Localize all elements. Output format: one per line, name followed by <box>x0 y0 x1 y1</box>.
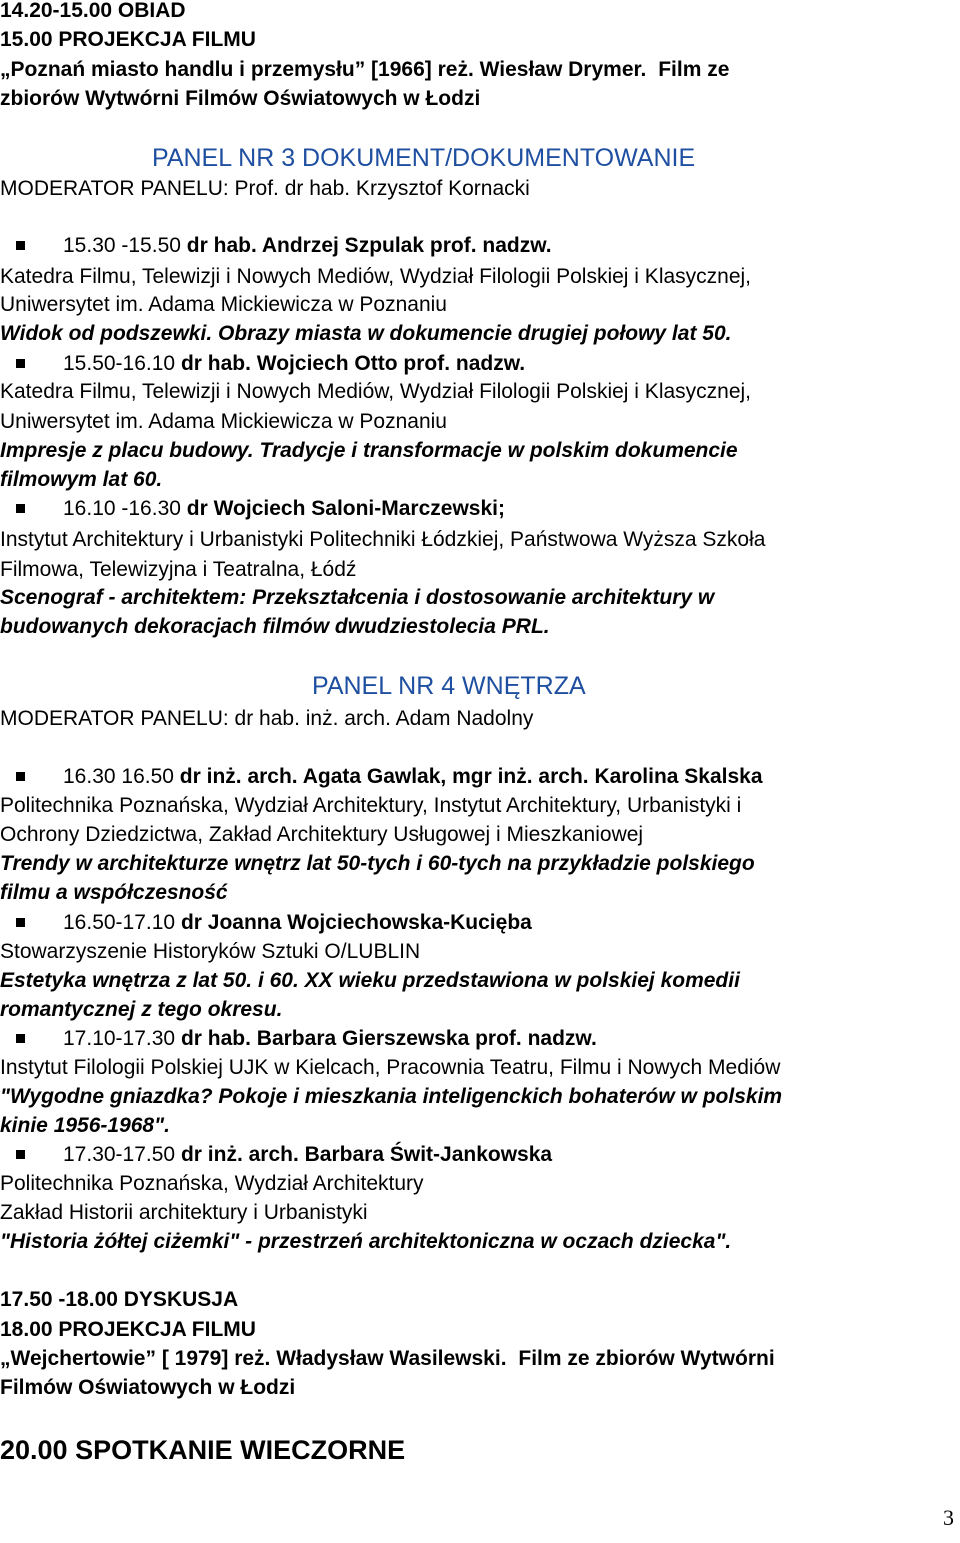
talk-title: "Historia żółtej ciżemki" - przestrzeń architektoniczna w oczach dziecka". <box>0 1230 732 1253</box>
panel4-title: PANEL NR 4 WNĘTRZA <box>312 672 586 700</box>
talk-time: 16.10 -16.30 <box>63 497 181 520</box>
panel3-title: PANEL NR 3 DOKUMENT/DOKUMENTOWANIE <box>152 144 696 172</box>
panel4-talk1-header <box>16 762 763 791</box>
talk-title: Estetyka wnętrza z lat 50. i 60. XX wieku przedstawiona w polskiej komedii <box>0 969 740 992</box>
bullet-icon <box>16 504 25 513</box>
film2-heading: 18.00 PROJEKCJA FILMU <box>0 1318 256 1341</box>
panel4-moderator: MODERATOR PANELU: dr hab. inż. arch. Adam Nadolny <box>0 707 534 730</box>
talk-affiliation: Stowarzyszenie Historyków Sztuki O/LUBLIN <box>0 940 421 963</box>
talk-title: Trendy w architekturze wnętrz lat 50-tych i 60-tych na przykładzie polskiego <box>0 852 755 875</box>
talk-affiliation: Instytut Filologii Polskiej UJK w Kielcach, Pracownia Teatru, Filmu i Nowych Mediów <box>0 1056 781 1079</box>
bullet-icon <box>16 359 25 368</box>
talk-affiliation: Ochrony Dziedzictwa, Zakład Architektury Usługowej i Mieszkaniowej <box>0 823 644 846</box>
film1-heading: 15.00 PROJEKCJA FILMU <box>0 28 256 51</box>
talk-time: 16.50-17.10 <box>63 911 176 934</box>
bullet-icon <box>16 918 25 927</box>
film2-note-a: Film ze zbiorów Wytwórni <box>518 1347 775 1370</box>
page-number: 3 <box>943 1505 954 1530</box>
talk-affiliation: Zakład Historii architektury i Urbanistyki <box>0 1201 368 1224</box>
talk-affiliation: Politechnika Poznańska, Wydział Architektury <box>0 1172 424 1195</box>
talk-title: Widok od podszewki. Obrazy miasta w dokumencie drugiej połowy lat 50. <box>0 322 732 345</box>
talk-time: 17.30-17.50 <box>63 1143 176 1166</box>
talk-affiliation: Uniwersytet im. Adama Mickiewicza w Poznaniu <box>0 410 447 433</box>
lunch-line: 14.20-15.00 OBIAD <box>0 0 186 22</box>
talk-speaker: dr hab. Barbara Gierszewska prof. nadzw. <box>180 1027 597 1050</box>
talk-title: "Wygodne gniazdka? Pokoje i mieszkania inteligenckich bohaterów w polskim <box>0 1085 783 1108</box>
talk-time: 15.30 -15.50 <box>63 234 181 257</box>
talk-time: 17.10-17.30 <box>63 1027 176 1050</box>
film1-note-b: zbiorów Wytwórni Filmów Oświatowych w Łodzi <box>0 87 481 110</box>
talk-affiliation: Katedra Filmu, Telewizji i Nowych Mediów, Wydział Filologii Polskiej i Klasycznej, <box>0 380 752 403</box>
talk-title: filmu a współczesność <box>0 881 228 904</box>
talk-title: filmowym lat 60. <box>0 468 163 491</box>
talk-speaker: dr hab. Wojciech Otto prof. nadzw. <box>180 352 526 375</box>
talk-speaker: dr inż. arch. Barbara Świt-Jankowska <box>180 1143 553 1166</box>
talk-title: Scenograf - architektem: Przekształcenia i dostosowanie architektury w <box>0 586 715 609</box>
film2-note-b: Filmów Oświatowych w Łodzi <box>0 1376 296 1399</box>
talk-title: romantycznej z tego okresu. <box>0 998 283 1021</box>
panel4-talk2-header <box>16 908 532 937</box>
film1-title-line <box>0 55 729 84</box>
talk-title: Impresje z placu budowy. Tradycje i transformacje w polskim dokumencie <box>0 439 738 462</box>
talk-speaker: dr hab. Andrzej Szpulak prof. nadzw. <box>186 234 552 257</box>
panel3-talk3-header <box>16 494 505 523</box>
discussion-line: 17.50 -18.00 DYSKUSJA <box>0 1288 239 1311</box>
panel3-moderator: MODERATOR PANELU: Prof. dr hab. Krzysztof Kornacki <box>0 177 530 200</box>
talk-speaker: dr inż. arch. Agata Gawlak, mgr inż. arch. Karolina Skalska <box>179 765 763 788</box>
film2-title-line <box>0 1344 775 1373</box>
talk-affiliation: Instytut Architektury i Urbanistyki Politechniki Łódzkiej, Państwowa Wyższa Szkoła <box>0 528 766 551</box>
bullet-icon <box>16 1150 25 1159</box>
panel3-talk2-header <box>16 349 525 378</box>
panel4-talk4-header <box>16 1140 552 1169</box>
talk-title: kinie 1956-1968". <box>0 1114 170 1137</box>
evening-meeting: 20.00 SPOTKANIE WIECZORNE <box>0 1435 406 1465</box>
talk-affiliation: Filmowa, Telewizyjna i Teatralna, Łódź <box>0 558 357 581</box>
talk-speaker: dr Wojciech Saloni-Marczewski; <box>186 497 505 520</box>
film1-note-a: Film ze <box>658 58 730 81</box>
bullet-icon <box>16 241 25 250</box>
talk-speaker: dr Joanna Wojciechowska-Kucięba <box>180 911 532 934</box>
bullet-icon <box>16 1034 25 1043</box>
talk-affiliation: Katedra Filmu, Telewizji i Nowych Mediów, Wydział Filologii Polskiej i Klasycznej, <box>0 265 752 288</box>
film1-title: „Poznań miasto handlu i przemysłu” [1966] reż. Wiesław Drymer. <box>0 58 647 81</box>
panel4-talk3-header <box>16 1024 597 1053</box>
talk-time: 16.30 16.50 <box>63 765 174 788</box>
talk-time: 15.50-16.10 <box>63 352 176 375</box>
talk-title: budowanych dekoracjach filmów dwudziestolecia PRL. <box>0 615 550 638</box>
film2-title: „Wejchertowie” [ 1979] reż. Władysław Wasilewski. <box>0 1347 507 1370</box>
bullet-icon <box>16 772 25 781</box>
panel3-talk1-header <box>16 231 552 260</box>
talk-affiliation: Politechnika Poznańska, Wydział Architektury, Instytut Architektury, Urbanistyki i <box>0 794 742 817</box>
talk-affiliation: Uniwersytet im. Adama Mickiewicza w Poznaniu <box>0 293 447 316</box>
